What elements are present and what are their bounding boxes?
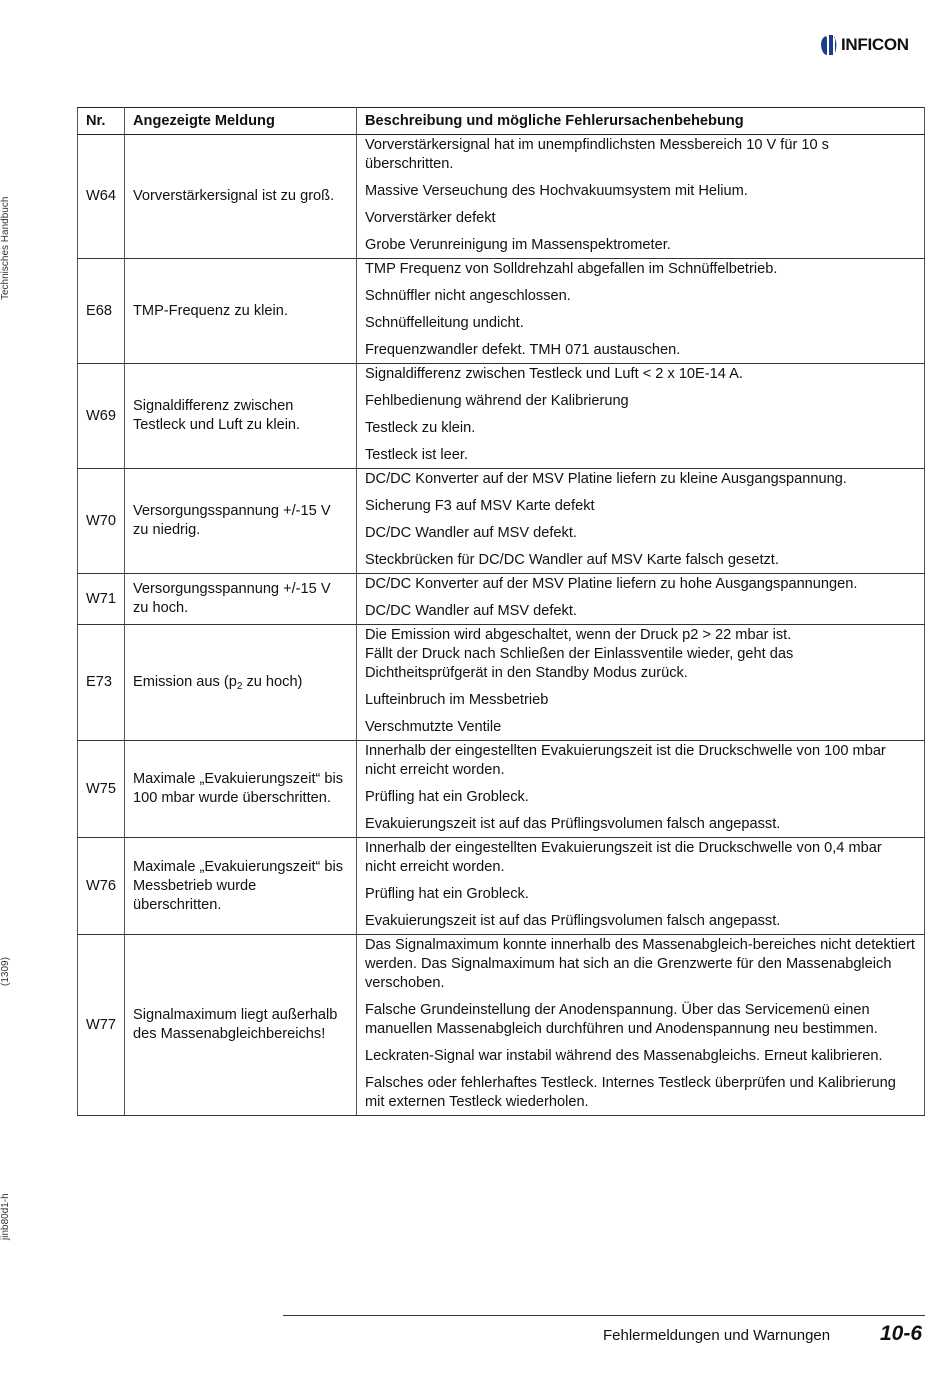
cause-item: Massive Verseuchung des Hochvakuumsystem mit Helium. bbox=[365, 183, 748, 199]
cause-item: Prüfling hat ein Grobleck. bbox=[365, 789, 529, 805]
error-code: W77 bbox=[78, 935, 125, 1116]
error-message: TMP-Frequenz zu klein. bbox=[125, 259, 357, 364]
cause-item: Vorverstärker defekt bbox=[365, 210, 496, 226]
error-message: Versorgungsspannung +/-15 V zu hoch. bbox=[125, 574, 357, 625]
error-message: Vorverstärkersignal ist zu groß. bbox=[125, 135, 357, 259]
table-row bbox=[78, 838, 925, 935]
cause-item: Steckbrücken für DC/DC Wandler auf MSV Karte falsch gesetzt. bbox=[365, 552, 779, 568]
header-message: Angezeigte Meldung bbox=[125, 108, 357, 135]
header-nr: Nr. bbox=[78, 108, 125, 135]
table-row bbox=[78, 469, 925, 574]
cause-item: DC/DC Wandler auf MSV defekt. bbox=[365, 603, 577, 619]
cause-item: Innerhalb der eingestellten Evakuierungszeit ist die Druckschwelle von 100 mbar nicht erreicht worden. bbox=[365, 743, 886, 778]
cause-item: Schnüffler nicht angeschlossen. bbox=[365, 288, 571, 304]
cause-item: Grobe Verunreinigung im Massenspektrometer. bbox=[365, 237, 671, 253]
error-description-cell bbox=[357, 135, 925, 259]
error-message: Signaldifferenz zwischen Testleck und Luft zu klein. bbox=[125, 364, 357, 469]
error-message: Versorgungsspannung +/-15 V zu niedrig. bbox=[125, 469, 357, 574]
error-description-cell bbox=[357, 574, 925, 625]
table-row bbox=[78, 935, 925, 1116]
cause-item: Lufteinbruch im Messbetrieb bbox=[365, 692, 549, 708]
cause-item: Leckraten-Signal war instabil während des Massenabgleichs. Erneut kalibrieren. bbox=[365, 1048, 883, 1064]
error-message-part: zu hoch) bbox=[242, 674, 303, 690]
table-row bbox=[78, 259, 925, 364]
header-description: Beschreibung und mögliche Fehlerursachenbehebung bbox=[357, 108, 925, 135]
table-row bbox=[78, 625, 925, 741]
table-row bbox=[78, 364, 925, 469]
error-code: W64 bbox=[78, 135, 125, 259]
cause-item: Vorverstärkersignal hat im unempfindlichsten Messbereich 10 V für 10 s überschritten. bbox=[365, 137, 829, 172]
cause-item: Die Emission wird abgeschaltet, wenn der Druck p2 > 22 mbar ist. Fällt der Druck nach Schließen der Einlassventile wieder, geht das Dichtheitsprüfgerät in den Standby Modus zurück. bbox=[365, 627, 794, 681]
cause-item: TMP Frequenz von Solldrehzahl abgefallen im Schnüffelbetrieb. bbox=[365, 261, 778, 277]
error-code: W75 bbox=[78, 741, 125, 838]
cause-item: Falsche Grundeinstellung der Anodenspannung. Über das Servicemenü einen manuellen Massenabgleich durchführen und Anodenspannung neu bestimmen. bbox=[365, 1002, 878, 1037]
inficon-logo-icon bbox=[820, 34, 838, 56]
page-number: 10-6 bbox=[880, 1322, 923, 1345]
error-description-cell bbox=[357, 469, 925, 574]
cause-item: Das Signalmaximum konnte innerhalb des Massenabgleich-bereiches nicht detektiert werden. Das Signalmaximum hat sich an die Grenzwerte für den Massenabgleich verschoben. bbox=[365, 937, 915, 991]
error-message bbox=[125, 625, 357, 741]
cause-item: Schnüffelleitung undicht. bbox=[365, 315, 524, 331]
error-table bbox=[77, 107, 925, 1116]
cause-item: Signaldifferenz zwischen Testleck und Luft < 2 x 10E-14 A. bbox=[365, 366, 743, 382]
logo-text: INFICON bbox=[841, 35, 909, 54]
error-code: E73 bbox=[78, 625, 125, 741]
error-code: W70 bbox=[78, 469, 125, 574]
error-description-cell bbox=[357, 364, 925, 469]
error-message: Signalmaximum liegt außerhalb des Massenabgleichbereichs! bbox=[125, 935, 357, 1116]
cause-item: Innerhalb der eingestellten Evakuierungszeit ist die Druckschwelle von 0,4 mbar nicht erreicht worden. bbox=[365, 840, 882, 875]
cause-item: Falsches oder fehlerhaftes Testleck. Internes Testleck überprüfen und Kalibrierung mit externen Testleck wiederholen. bbox=[365, 1075, 896, 1110]
error-code: W69 bbox=[78, 364, 125, 469]
error-code: E68 bbox=[78, 259, 125, 364]
footer-divider bbox=[283, 1315, 925, 1316]
error-description-cell bbox=[357, 259, 925, 364]
error-message: Maximale „Evakuierungszeit“ bis Messbetrieb wurde überschritten. bbox=[125, 838, 357, 935]
error-description-cell bbox=[357, 625, 925, 741]
cause-item: Testleck zu klein. bbox=[365, 420, 476, 436]
cause-item: Verschmutzte Ventile bbox=[365, 719, 502, 735]
error-description-cell bbox=[357, 741, 925, 838]
footer-section-title: Fehlermeldungen und Warnungen bbox=[603, 1327, 831, 1344]
margin-label-docid: jinb80d1-h bbox=[0, 1193, 11, 1240]
error-message-part: Emission aus (p bbox=[133, 674, 237, 690]
cause-item: DC/DC Konverter auf der MSV Platine liefern zu hohe Ausgangspannungen. bbox=[365, 576, 858, 592]
table-row bbox=[78, 574, 925, 625]
error-description-cell bbox=[357, 838, 925, 935]
table-row bbox=[78, 741, 925, 838]
cause-item: Sicherung F3 auf MSV Karte defekt bbox=[365, 498, 595, 514]
margin-label-date: (1309) bbox=[0, 957, 11, 986]
table-row bbox=[78, 135, 925, 259]
table-header-row bbox=[78, 108, 925, 135]
cause-item: Testleck ist leer. bbox=[365, 447, 469, 463]
cause-item: Fehlbedienung während der Kalibrierung bbox=[365, 393, 629, 409]
error-message-part: 2 bbox=[236, 681, 243, 692]
margin-label-handbook: Technisches Handbuch bbox=[0, 196, 11, 300]
cause-item: DC/DC Konverter auf der MSV Platine liefern zu kleine Ausgangspannung. bbox=[365, 471, 847, 487]
cause-item: Prüfling hat ein Grobleck. bbox=[365, 886, 529, 902]
error-code: W76 bbox=[78, 838, 125, 935]
cause-item: Evakuierungszeit ist auf das Prüflingsvolumen falsch angepasst. bbox=[365, 913, 781, 929]
error-code: W71 bbox=[78, 574, 125, 625]
cause-item: DC/DC Wandler auf MSV defekt. bbox=[365, 525, 577, 541]
cause-item: Evakuierungszeit ist auf das Prüflingsvolumen falsch angepasst. bbox=[365, 816, 781, 832]
cause-item: Frequenzwandler defekt. TMH 071 austauschen. bbox=[365, 342, 681, 358]
error-message: Maximale „Evakuierungszeit“ bis 100 mbar wurde überschritten. bbox=[125, 741, 357, 838]
error-description-cell bbox=[357, 935, 925, 1116]
inficon-logo bbox=[820, 33, 909, 57]
